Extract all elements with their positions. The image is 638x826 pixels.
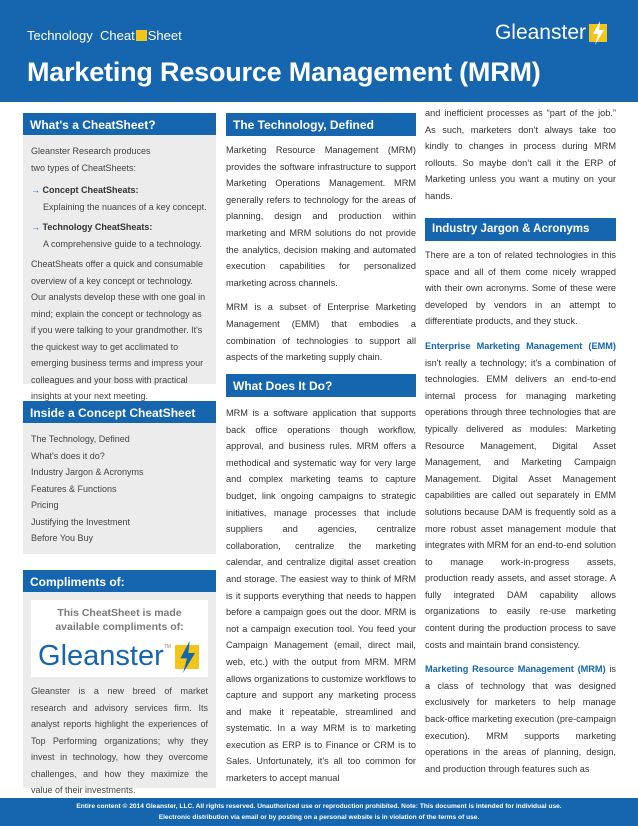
jargon-intro-paragraph: There are a ton of related technologies in this space and all of them come nicely wrapped with their own acronyms. Some of these were developed by vendors in an attempt to differentiate products, and they stuck. (425, 250, 616, 327)
list-item: Pricing (31, 500, 59, 510)
logo-wordmark: Gleanster (494, 21, 586, 44)
mrm-paragraph (425, 661, 616, 777)
page-title: Marketing Resource Management (MRM) (27, 57, 541, 87)
logo-wordmark: Gleanster (38, 640, 164, 672)
technology-defined-paragraph-2: MRM is a subset of Enterprise Marketing Management (EMM) that embodies a combination of technologies to support all aspects of the marketing supply chain. (226, 302, 416, 363)
list-item: Industry Jargon & Acronyms (31, 467, 144, 477)
flag-icon (136, 30, 147, 41)
compliments-box-title (37, 606, 202, 634)
item-description: A comprehensive guide to a technology. (43, 238, 202, 249)
list-item: What's does it do? (31, 450, 105, 461)
continued-paragraph (425, 105, 616, 213)
industry-jargon-heading: Industry Jargon & Acronyms (425, 218, 616, 241)
arrow-right-icon: → (31, 222, 40, 232)
item-title: Concept CheatSheats: (42, 185, 139, 195)
item-description: Explaining the nuances of a key concept. (43, 201, 207, 212)
emm-paragraph (425, 338, 616, 653)
list-item: Before You Buy (31, 533, 94, 543)
item-title: Technology CheatSheats: (42, 222, 153, 232)
technology-cheatsheet-item (31, 219, 208, 252)
continued-text: and inefficient processes as “part of the job.” As such, marketers don’t always take too kindly to changes in process during MRM rollouts. So maybe don’t call it the ERP of Marketing unless you want a mutiny on your hands. (425, 108, 616, 201)
kicker-word-sheet: Sheet (147, 28, 182, 43)
kicker-word-cheat: Cheat (100, 28, 135, 43)
lightning-bolt-icon (588, 21, 608, 45)
box-line-1: This CheatSheet is made (57, 607, 182, 619)
compliments-heading: Compliments of: (23, 570, 216, 592)
footer-copyright: Entire content © 2014 Gleanster, LLC. All rights reserved. Unauthorized use or reproduction prohibited. Note: This document is intended for individual use. (76, 803, 562, 810)
emm-term: Enterprise Marketing Management (EMM) (425, 340, 616, 351)
lightning-bolt-icon (173, 641, 201, 673)
what-does-it-do-section (226, 405, 416, 795)
kicker-word-technology: Technology (27, 28, 93, 43)
technology-defined-section (226, 142, 416, 374)
footer-distribution-notice: Electronic distribution via email or by posting on a personal website is in violation of the terms of use. (158, 814, 480, 821)
intro-line-2: two types of CheatSheets: (31, 162, 137, 173)
gleanster-description: Gleanster is a new breed of market research and advisory services firm. Its analyst reports highlight the experiences of Top Performing organizations; why they invest in technology, how they overcome challenges, and how they maximize the value of their investments. (31, 686, 208, 795)
industry-jargon-section (425, 247, 616, 795)
inside-concept-panel (23, 401, 216, 554)
box-line-2: available compliments of: (55, 621, 184, 633)
mrm-body: is a class of technology that was designed exclusively for marketers to help manage back-office marketing execution (pre-campaign execution). MRM supports marketing operations in the areas of planning, design, and production through features such as (425, 664, 616, 774)
what-does-it-do-paragraph: MRM is a software application that supports back office operations though workflow, approval, and business rules. MRM offers a methodical and systematic way for very large and complex marketing teams to capture budget, link ongoing campaigns to strategic initiatives, manage processes that include suppliers and agencies, centralize collaboration, centralize the marketing calendar, and centralize digital asset creation and storage. The easiest way to think of MRM is it supports everything that needs to happen before a campaign goes out the door. MRM is not a campaign execution tool. You feed your Campaign Management (email, direct mail, web, etc.) with the output from MRM. MRM allows organizations to customize workflows to capture and support any marketing process and make it repeatable, streamlined and systematic. In a way MRM is to marketing execution as ERP is to Finance or CRM is to Sales. Unfortunately, it's all too common for marketers to accept manual (226, 408, 416, 784)
gleanster-logo-large (37, 640, 202, 673)
arrow-right-icon: → (31, 185, 40, 195)
compliments-panel (23, 570, 216, 795)
emm-body: isn't really a technology; it's a combination of technologies. EMM delivers an end-to-end internal process for managing marketing operations through three technologies that are typically delivered as modules: Marketing Resource Management, Digital Asset Management, and Marketing Campaign Management. Digital Asset Management capabilities are called out separately in EMM solutions because DAM is frequently sold as a more robust asset management module that integrates with MRM for an end-to-end solution to manage work-in-progress assets, production ready assets, and asset storage. A fully integrated DAM capability allows organizations to easily re-use marketing content during the production process to save costs and maintain brand consistency. (425, 357, 616, 650)
list-item: The Technology, Defined (31, 434, 130, 444)
gleanster-logo (495, 21, 608, 45)
whats-cheatsheet-heading: What's a CheatSheet? (23, 113, 216, 135)
mrm-term: Marketing Resource Management (MRM) (425, 664, 606, 675)
technology-cheatsheet-label (27, 28, 182, 43)
inside-concept-heading: Inside a Concept CheatSheet (23, 401, 216, 423)
whats-cheatsheet-panel (23, 113, 216, 401)
compliments-box (31, 600, 208, 677)
intro-line-1: Gleanster Research produces (31, 146, 151, 156)
list-item: Justifying the Investment (31, 516, 131, 527)
cheatsheet-description: CheatSheats offer a quick and consumable overview of a key concept or technology. Our analysts develop these with one goal in mind; explain the concept or technology as if you were talking to your grandmother. It's the quickest way to get acclimated to emerging business terms and impress your colleagues and your boss with practical insights at your next meeting. (31, 259, 206, 401)
what-does-it-do-heading: What Does It Do? (226, 374, 416, 397)
trademark-mark: TM (163, 644, 171, 650)
concept-cheatsheet-item (31, 182, 208, 215)
technology-defined-heading: The Technology, Defined (226, 113, 416, 136)
page-footer (0, 798, 638, 826)
technology-defined-paragraph-1: Marketing Resource Management (MRM) provides the software infrastructure to support Marketing Operations Management. MRM generally refers to technology for the areas of planning, design and production within marketing and MRM solutions do not provide the analytics, decision making and automated execution capabilities for personalized marketing across channels. (226, 145, 416, 288)
page-header (0, 0, 638, 102)
list-item: Features & Functions (31, 483, 117, 494)
